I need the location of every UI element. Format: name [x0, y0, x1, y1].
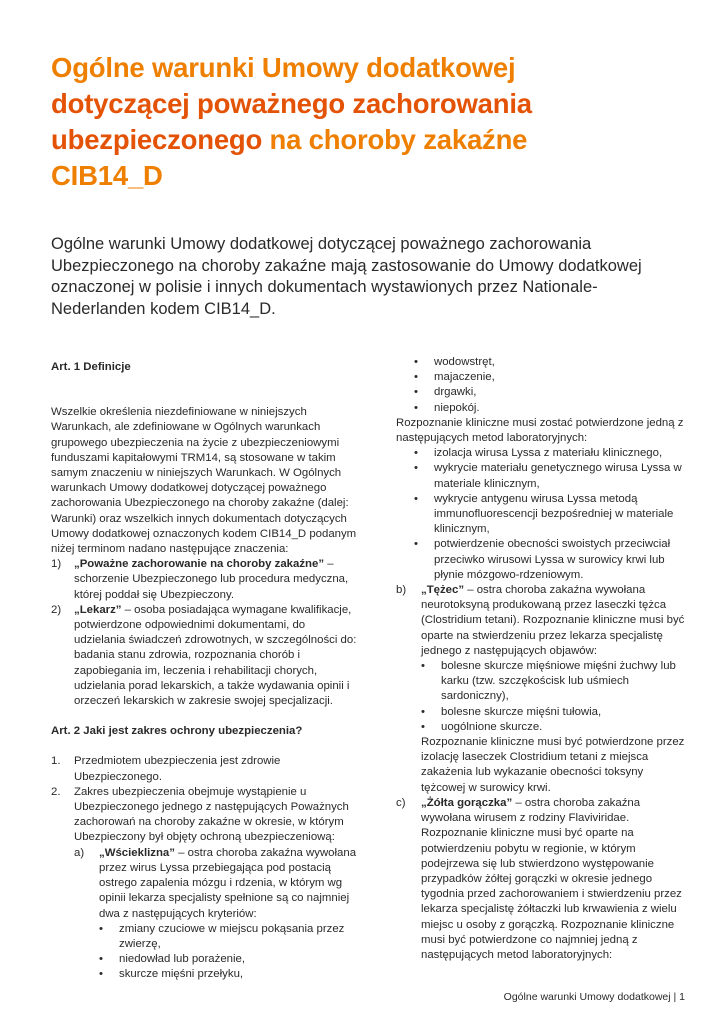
definition-item: 1) „Poważne zachorowanie na choroby zakaźne” – schorzenie Ubezpieczonego lub procedura medyczna, której poddał się Ubezpieczony.	[51, 558, 349, 601]
list-item: • niedowład lub porażenie,	[99, 953, 246, 966]
list-item: • uogólnione skurcze.	[421, 720, 543, 733]
left-column	[51, 360, 357, 983]
art2-heading: Art. 2 Jaki jest zakres ochrony ubezpieczenia?	[51, 725, 303, 738]
list-item: • wodowstręt,	[414, 356, 495, 368]
art1-paragraph: Wszelkie określenia niezdefiniowane w niniejszych Warunkach, ale zdefiniowane w Ogólnych warunkach grupowego ubezpieczenia na życie z ubezpieczeniowymi funduszami kapitałowymi TRM14, są stosowane w takim samym znaczeniu w niniejszych Warunkach. W Ogólnych warunkach Umowy dodatkowej dotyczącej poważnego zachorowania Ubezpieczonego na choroby zakaźne (dalej: Warunki) oraz wszelkich innych dokumentach dotyczących Umowy dodatkowej oznaczonych kodem CIB14_D podanym niżej terminom nadano następujące znaczenia:	[51, 406, 357, 556]
list-item: • bolesne skurcze mięśni tułowia,	[421, 705, 602, 718]
list-item: • izolacja wirusa Lyssa z materiału klinicznego,	[414, 447, 663, 460]
title-line-3b: na choroby zakaźne	[262, 124, 528, 155]
disease-item-rabies: a) „Wścieklizna” – ostra choroba zakaźna wywołana przez wirus Lyssa przebiegająca pod postacią ostrego zapalenia mózgu i rdzenia, w którym wg opinii lekarza specjalisty spełnione są co najmniej dwa z następujących kryteriów: • zmiany czuciowe w miejscu pokąsania przez zwierzę, • niedowład lub porażenie, • skurcze mięśni przełyku,	[74, 846, 357, 983]
scope-item: 2. Zakres ubezpieczenia obejmuje wystąpienie u Ubezpieczonego jednego z następujących Poważnych zachorowań na choroby zakaźne w okresie, w którym Ubezpieczony był objęty ochroną ubezpieczeniową: a) „Wścieklizna” – ostra choroba zakaźna wywołana przez wirus Lyssa przebiegająca pod postacią ostrego zapalenia mózgu i rdzenia, w którym wg opinii lekarza specjalisty spełnione są co najmniej dwa z następujących kryteriów: • zmiany czuciowe w miejscu pokąsania przez zwierzę, • niedowład lub porażenie, • skurcze mięśni przełyku,	[51, 785, 357, 983]
title-line-1: Ogólne warunki Umowy dodatkowej	[51, 52, 516, 83]
tetanus-confirmation: Rozpoznanie kliniczne musi być potwierdzone przez izolację laseczek Clostridium tetani z miejsca zakażenia lub wykazanie obecności toksyny tężcowej w surowicy krwi.	[421, 736, 685, 794]
right-column	[396, 355, 686, 963]
art1-heading: Art. 1 Definicje	[51, 361, 131, 373]
list-item: • niepokój.	[414, 401, 480, 414]
page-footer: Ogólne warunki Umowy dodatkowej | 1	[503, 991, 685, 1003]
title-line-3a: ubezpieczonego	[51, 124, 263, 155]
definition-item: 2) „Lekarz” – osoba posiadająca wymagane kwalifikacje, potwierdzone odpowiednimi dokumentami, do udzielania świadczeń zdrowotnych, w szczególności do: badania stanu zdrowia, rozpoznania chorób i zapobiegania im, leczenia i rehabilitacji chorych, udzielania porad lekarskich, a także wydawania opinii i orzeczeń lekarskich w zakresie swojej specjalizacji.	[51, 603, 357, 708]
list-item: • drgawki,	[414, 386, 477, 399]
list-item: • wykrycie materiału genetycznego wirusa Lyssa w materiale klinicznym,	[414, 462, 682, 490]
document-title	[51, 50, 691, 194]
title-line-2: dotyczącej poważnego zachorowania	[51, 88, 532, 119]
title-line-4: CIB14_D	[51, 160, 163, 191]
list-item: • zmiany czuciowe w miejscu pokąsania przez zwierzę,	[99, 922, 345, 950]
list-item: • skurcze mięśni przełyku,	[99, 968, 244, 981]
disease-item-yellow-fever: c) „Żółta gorączka” – ostra choroba zakaźna wywołana wirusem z rodziny Flaviviridae. Rozpoznanie kliniczne musi być oparte na potwierdzeniu pobytu w regionie, w którym podejrzewa się lub stwierdzono występowanie przypadków żółtej gorączki w okresie jednego tygodnia przed zachorowaniem i stwierdzeniu przez lekarza specjalistę żółtaczki lub krwawienia z wielu miejsc u osoby z gorączką. Rozpoznanie kliniczne musi być potwierdzone co najmniej jedną z następujących metod laboratoryjnych:	[396, 796, 682, 961]
intro-paragraph: Ogólne warunki Umowy dodatkowej dotyczącej poważnego zachorowania Ubezpieczonego na choroby zakaźne mają zastosowanie do Umowy dodatkowej oznaczonej w polisie i innych dokumentach wystawionych przez Nationale-Nederlanden kodem CIB14_D.	[51, 235, 642, 318]
list-item: • potwierdzenie obecności swoistych przeciwciał przeciwko wirusowi Lyssa w surowicy krwi lub płynie mózgowo-rdzeniowym.	[414, 538, 671, 581]
list-item: • majaczenie,	[414, 371, 495, 384]
diagnosis-paragraph: Rozpoznanie kliniczne musi zostać potwierdzone jedną z następujących metod laboratoryjnych:	[396, 416, 684, 445]
list-item: • bolesne skurcze mięśniowe mięśni żuchwy lub karku (tzw. szczękościsk lub uśmiech sardoniczny),	[421, 660, 676, 703]
scope-item: 1. Przedmiotem ubezpieczenia jest zdrowie Ubezpieczonego.	[51, 755, 281, 783]
disease-item-tetanus: b) „Tężec” – ostra choroba zakaźna wywołana neurotoksyną produkowaną przez laseczki tężca (Clostridium tetani). Rozpoznanie kliniczne musi być oparte na stwierdzeniu przez lekarza specjalistę jednego z następujących objawów: • bolesne skurcze mięśniowe mięśni żuchwy lub karku (tzw. szczękościsk lub uśmiech sardoniczny), • bolesne skurcze mięśni tułowia, • uogólnione skurcze. Rozpoznanie kliniczne musi być potwierdzone przez izolację laseczek Clostridium tetani z miejsca zakażenia lub wykazanie obecności toksyny tężcowej w surowicy krwi.	[396, 584, 685, 794]
list-item: • wykrycie antygenu wirusa Lyssa metodą immunofluorescencji bezpośredniej w materiale klinicznym,	[414, 492, 674, 536]
